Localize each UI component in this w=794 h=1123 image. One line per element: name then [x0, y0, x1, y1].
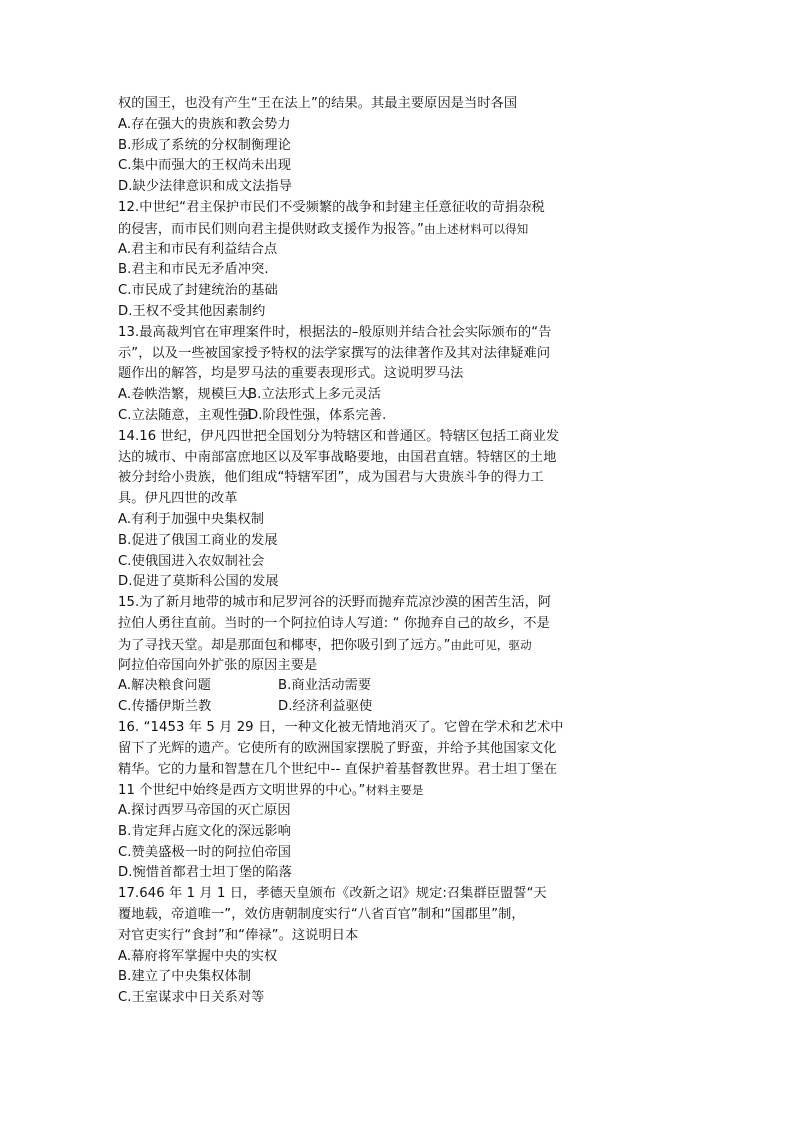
question-17-stem-line-1: 17.646 年 1 月 1 日，孝德天皇颁布《改新之诏》规定:召集群臣盟誓“天	[118, 886, 547, 902]
question-16-stem-line-4	[118, 780, 590, 801]
question-13-stem-line-1: 13.最高裁判官在审理案件时，根据法的–般原则并结合社会实际颁布的“告	[118, 324, 552, 340]
question-11-option-b: B.形成了系统的分权制衡理论	[118, 137, 291, 153]
question-17-stem-line-3: 对官吏实行“食封”和“俸禄”。这说明日本	[118, 927, 359, 943]
question-11	[118, 94, 590, 198]
question-13	[118, 323, 590, 427]
question-17-stem-line-2: 覆地载，帝道唯一”，效仿唐朝制度实行“八省百官”制和“国郡里”制，	[118, 907, 525, 923]
question-13-option-d: D.阶段性强，体系完善.	[248, 407, 387, 423]
question-12-stem-line-1: 12.中世纪“君主保护市民们不受频繁的战争和封建主任意征收的苛捐杂税	[118, 199, 545, 215]
question-16-stem-line-1: 16. “1453 年 5 月 29 日，一种文化被无情地消灭了。它曾在学术和艺术中	[118, 719, 564, 735]
question-14-stem-line-2: 达的城市、中南部富庶地区以及军事战略要地，由国君直辖。特辖区的土地	[118, 449, 557, 465]
question-15-option-d: D.经济利益驱使	[278, 699, 373, 715]
question-16-option-b: B.肯定拜占庭文化的深远影响	[118, 823, 291, 839]
question-15-stem-inference: 由此可见，驱动	[450, 637, 532, 652]
question-14-option-b: B.促进了俄国工商业的发展	[118, 532, 278, 548]
question-16-stem-quote-end: 11 个世纪中始终是西方文明世界的中心。”	[118, 783, 366, 799]
question-16-stem-question: 材料主要是	[365, 783, 424, 798]
question-12-option-c: C.市民成了封建统治的基础	[118, 283, 278, 299]
question-12-option-b: B.君主和市民无矛盾冲突.	[118, 262, 269, 278]
question-14	[118, 427, 590, 593]
question-11-stem-tail: 权的国王，也没有产生“王在法上”的结果。其最主要原因是当时各国	[118, 96, 518, 111]
question-17-option-a: A.幕府将军掌握中央的实权	[118, 948, 278, 964]
question-13-stem-line-3: 题作出的解答，均是罗马法的重要表现形式。这说明罗马法	[118, 366, 464, 382]
question-16-option-a: A.探讨西罗马帝国的灭亡原因	[118, 803, 291, 819]
question-15-option-b: B.商业活动需要	[278, 678, 372, 694]
question-15-stem-line-4: 阿拉伯帝国向外扩张的原因主要是	[118, 657, 318, 673]
question-12-stem-conclusion: 由上述材料可以得知	[423, 221, 529, 236]
question-14-option-a: A.有利于加强中央集权制	[118, 511, 265, 527]
question-13-stem-line-2: 示”，以及一些被国家授予特权的法学家撰写的法律著作及其对法律疑难问	[118, 345, 551, 361]
question-12-stem-quote: 的侵害，而市民们则向君主提供财政支援作为报答。”	[118, 221, 424, 237]
question-16-option-d: D.惋惜首都君士坦丁堡的陷落	[118, 865, 292, 881]
question-14-stem-line-1: 14.16 世纪，伊凡四世把全国划分为特辖区和普通区。特辖区包括工商业发	[118, 428, 560, 444]
question-11-option-d: D.缺少法律意识和成文法指导	[118, 179, 292, 195]
question-17-option-b: B.建立了中央集权体制	[118, 969, 252, 985]
question-12-stem-line-2	[118, 219, 590, 240]
question-13-options-row-2	[118, 406, 590, 427]
question-15-stem-line-2: 拉伯人勇往直前。当时的一个阿拉伯诗人写道: “ 你抛弃自己的故乡，不是	[118, 615, 550, 631]
question-17	[118, 884, 590, 1009]
question-13-option-b: B.立法形式上多元灵活	[248, 387, 382, 403]
question-15-stem-line-1: 15.为了新月地带的城市和尼罗河谷的沃野而抛弃荒凉沙漠的困苦生活，阿	[118, 595, 552, 611]
question-15-stem-line-3	[118, 635, 590, 656]
question-15-options-row-2	[118, 697, 590, 718]
question-12	[118, 198, 590, 323]
question-17-option-c: C.王室谋求中日关系对等	[118, 990, 265, 1006]
question-14-option-c: C.使俄国进入农奴制社会	[118, 553, 265, 569]
question-15-option-c: C.传播伊斯兰教	[118, 699, 212, 715]
question-16-stem-line-3: 精华。它的力量和智慧在几个世纪中-- 直保护着基督教世界。君士坦丁堡在	[118, 761, 558, 777]
question-16-stem-line-2: 留下了光辉的遗产。它使所有的欧洲国家摆脱了野蛮，并给予其他国家文化	[118, 740, 557, 756]
question-13-option-a: A.卷帙浩繁，规模巨大	[118, 387, 251, 403]
question-16	[118, 718, 590, 884]
question-14-stem-line-4: 具。伊凡四世的改革	[118, 491, 238, 507]
question-14-option-d: D.促进了莫斯科公国的发展	[118, 574, 279, 590]
question-16-option-c: C.赞美盛极一时的阿拉伯帝国	[118, 844, 292, 860]
question-15-options-row-1	[118, 676, 590, 697]
question-12-option-d: D.王权不受其他因素制约	[118, 303, 266, 319]
question-15-option-a: A.解决粮食问题	[118, 678, 211, 694]
document-page	[118, 94, 590, 1009]
question-11-option-a: A.存在强大的贵族和教会势力	[118, 116, 291, 132]
question-14-stem-line-3: 被分封给小贵族，他们组成“特辖军团”，成为国君与大贵族斗争的得力工	[118, 470, 544, 486]
question-11-option-c: C.集中而强大的王权尚未出现	[118, 158, 292, 174]
question-15	[118, 593, 590, 718]
question-12-option-a: A.君主和市民有利益结合点	[118, 241, 278, 257]
question-13-options-row-1	[118, 385, 590, 406]
question-13-option-c: C.立法随意，主观性强	[118, 407, 252, 423]
question-15-stem-quote-end: 为了寻找天堂。却是那面包和椰枣，把你吸引到了远方。”	[118, 637, 451, 653]
